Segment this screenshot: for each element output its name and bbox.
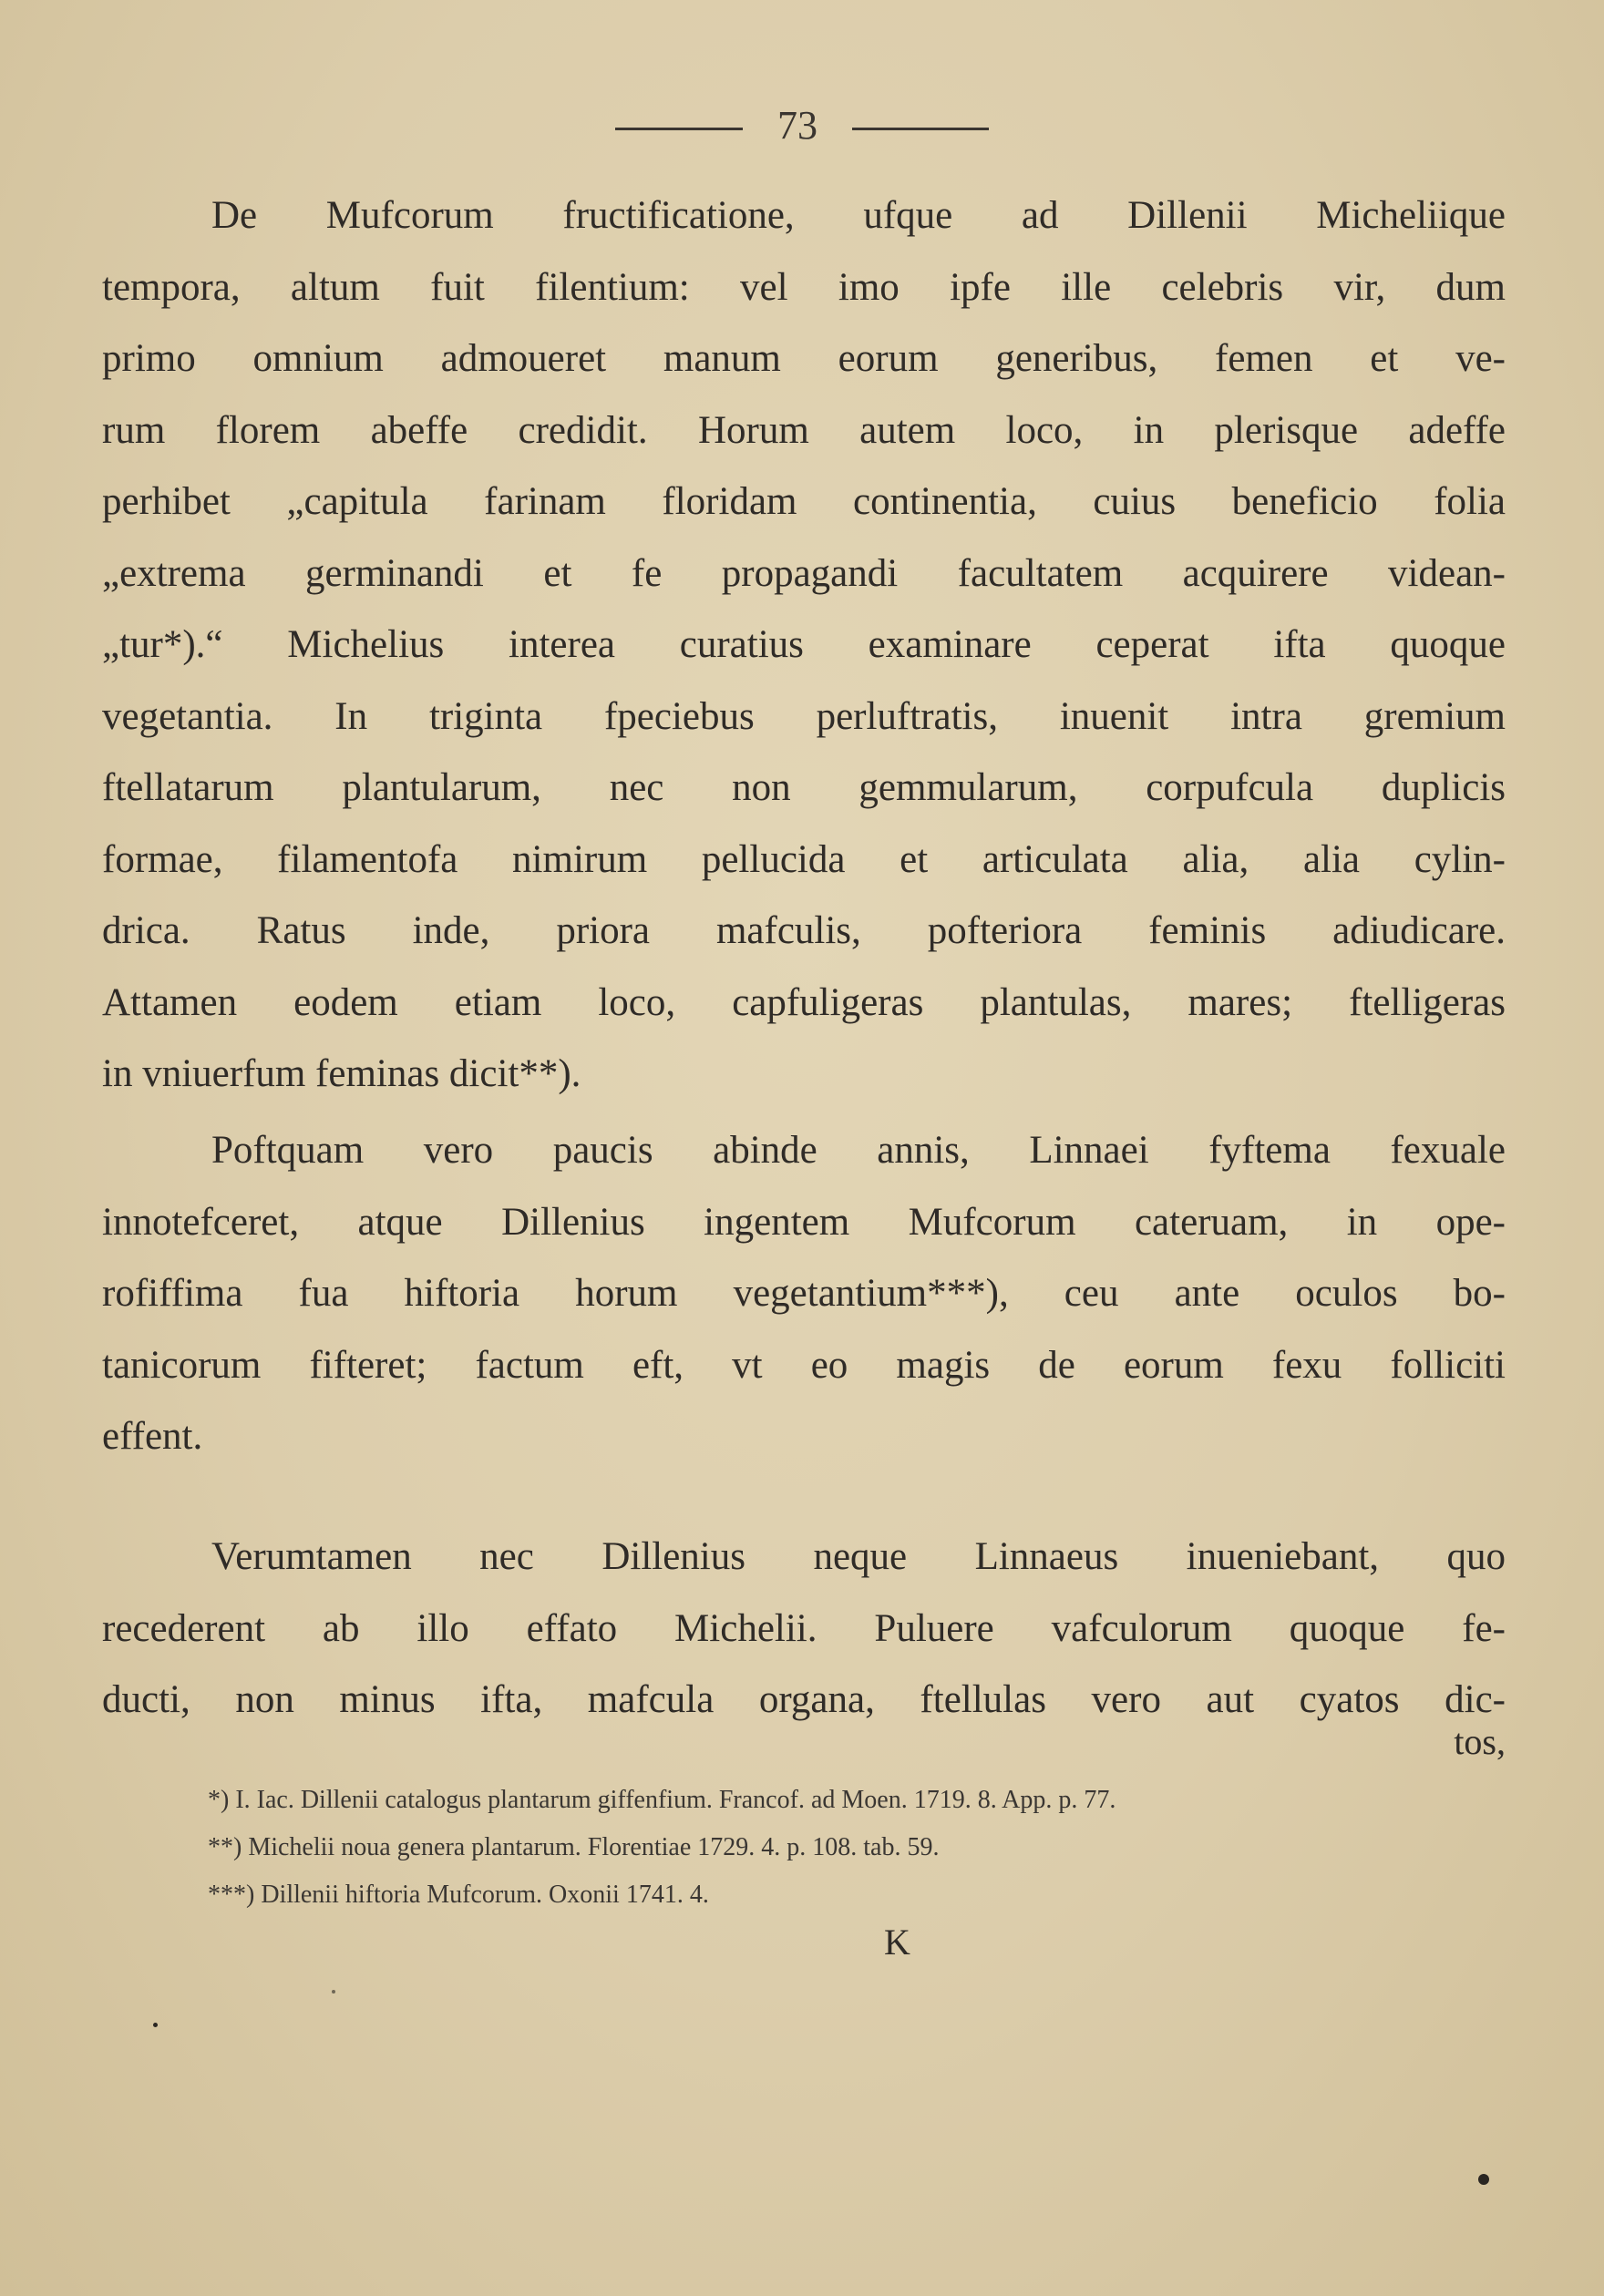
text-line: rum florem abeffe credidit. Horum autem loco, in plerisque adeffe <box>102 408 1506 452</box>
text-line: tempora, altum fuit filentium: vel imo ipfe ille celebris vir, dum <box>102 265 1506 309</box>
page-header <box>0 102 1604 149</box>
text-line: „extrema germinandi et fe propagandi facultatem acquirere videan- <box>102 551 1506 595</box>
text-line: drica. Ratus inde, priora mafculis, pofteriora feminis adiudicare. <box>102 909 1506 952</box>
text-line: formae, filamentofa nimirum pellucida et articulata alia, alia cylin- <box>102 837 1506 881</box>
text-line: perhibet „capitula farinam floridam continentia, cuius beneficio folia <box>102 480 1506 523</box>
text-line: ftellatarum plantularum, nec non gemmularum, corpufcula duplicis <box>102 766 1506 809</box>
footnote: *) I. Iac. Dillenii catalogus plantarum giffenfium. Francof. ad Moen. 1719. 8. App. p. 77. <box>208 1786 1116 1814</box>
text-line: rofiffima fua hiftoria horum vegetantium***), ceu ante oculos bo- <box>102 1272 1506 1315</box>
text-line: Verumtamen nec Dillenius neque Linnaeus inueniebant, quo <box>211 1535 1506 1578</box>
text-line: effent. <box>102 1415 203 1458</box>
text-line: vegetantia. In triginta fpeciebus perluftratis, inuenit intra gremium <box>102 694 1506 738</box>
signature-mark: K <box>884 1922 910 1963</box>
page-number: 73 <box>777 103 817 148</box>
catchword: tos, <box>1454 1721 1506 1762</box>
text-line: innotefceret, atque Dillenius ingentem Mufcorum cateruam, in ope- <box>102 1200 1506 1244</box>
ink-speck <box>332 1990 335 1994</box>
text-line: De Mufcorum fructificatione, ufque ad Dillenii Micheliique <box>211 194 1506 237</box>
ink-speck <box>1478 2174 1489 2185</box>
paragraph-2 <box>102 1115 1506 1473</box>
text-line: ducti, non minus ifta, mafcula organa, ftellulas vero aut cyatos dic- <box>102 1678 1506 1721</box>
ink-speck <box>153 2023 158 2027</box>
text-line: tanicorum fifteret; factum eft, vt eo magis de eorum fexu folliciti <box>102 1343 1506 1387</box>
paragraph-1 <box>102 180 1506 1111</box>
text-line: „tur*).“ Michelius interea curatius examinare ceperat ifta quoque <box>102 623 1506 666</box>
text-line: in vniuerfum feminas dicit**). <box>102 1052 581 1095</box>
text-line: Attamen eodem etiam loco, capfuligeras plantulas, mares; ftelligeras <box>102 980 1506 1024</box>
paragraph-3 <box>102 1522 1506 1737</box>
text-line: recederent ab illo effato Michelii. Puluere vafculorum quoque fe- <box>102 1606 1506 1650</box>
text-line: primo omnium admoueret manum eorum generibus, femen et ve- <box>102 337 1506 380</box>
header-rule-left <box>615 128 743 130</box>
footnotes <box>208 1777 1502 1919</box>
text-line: Poftquam vero paucis abinde annis, Linnaei fyftema fexuale <box>211 1129 1506 1172</box>
header-rule-right <box>852 128 989 130</box>
footnote: ***) Dillenii hiftoria Mufcorum. Oxonii 1741. 4. <box>208 1881 709 1909</box>
footnote: **) Michelii noua genera plantarum. Florentiae 1729. 4. p. 108. tab. 59. <box>208 1833 940 1861</box>
